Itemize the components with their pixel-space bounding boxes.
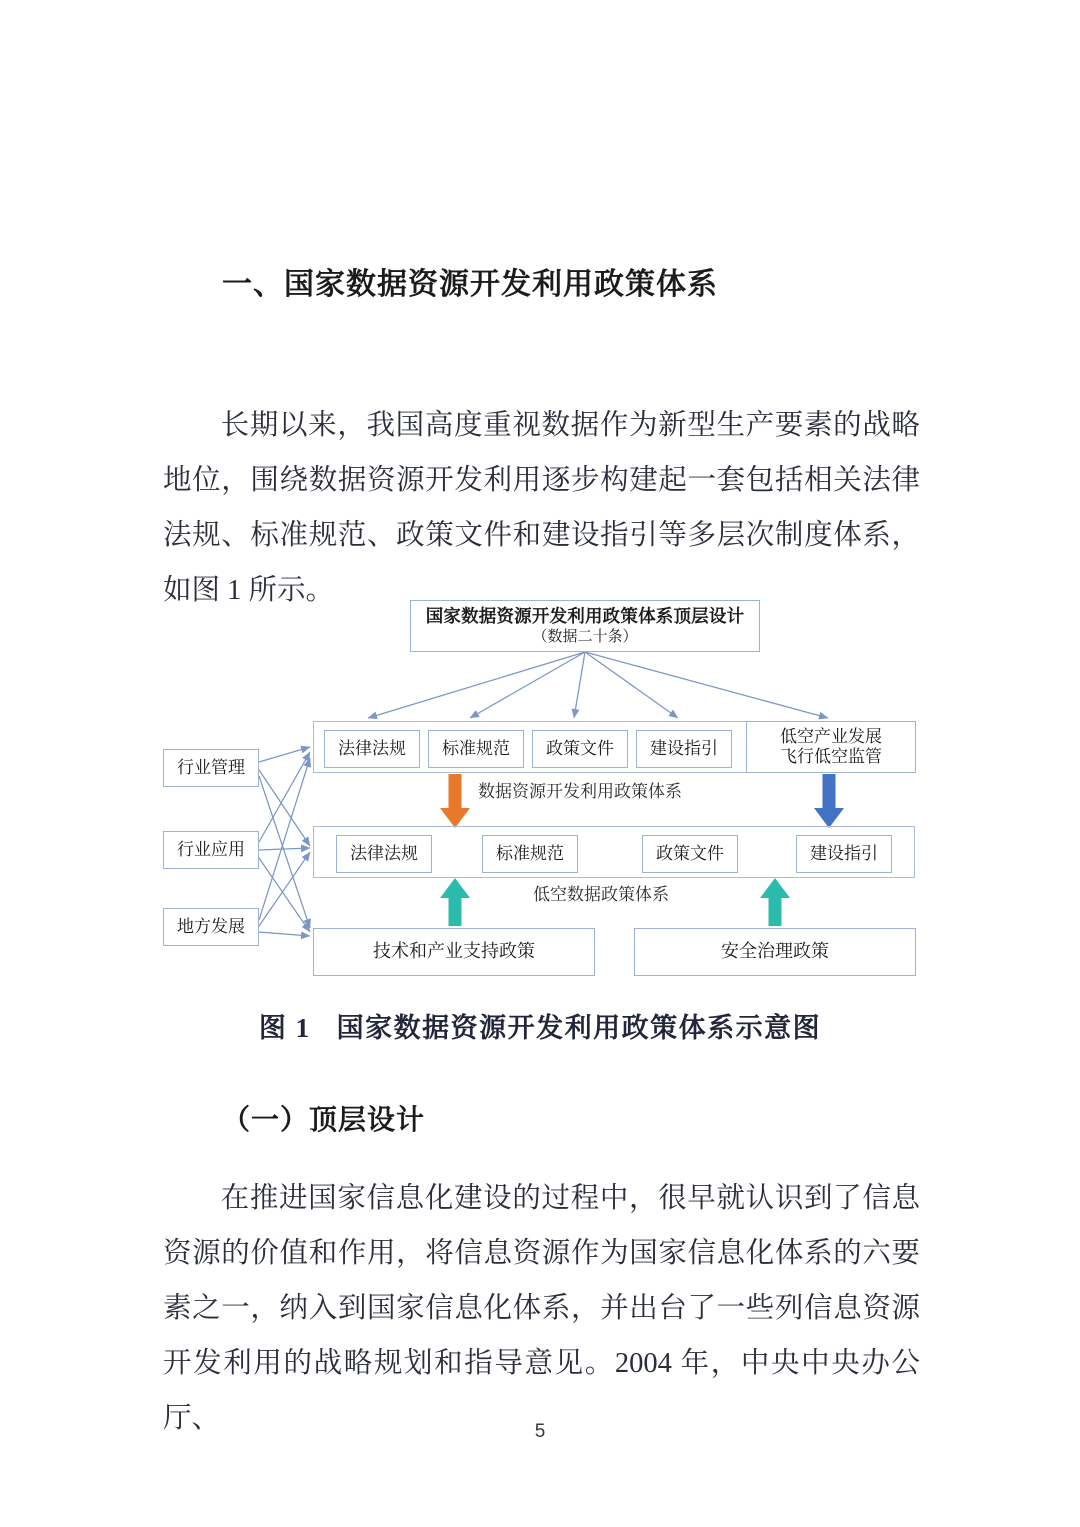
page-title: 一、国家数据资源开发利用政策体系 (222, 268, 718, 302)
low-altitude-industry-box (746, 721, 916, 773)
orange-down-arrow (440, 774, 470, 828)
figure-caption-label: 图 1 (258, 1013, 311, 1043)
right-box-line-2: 飞行低空监管 (780, 747, 882, 766)
top-box-subtitle: （数据二十条） (532, 627, 638, 645)
body-paragraph-2 (163, 1171, 920, 1446)
middle-chip-guidelines: 建设指引 (636, 730, 732, 768)
teal-up-arrow-right (760, 878, 790, 926)
lower-row-caption: 低空数据政策体系 (533, 885, 669, 904)
side-node-industry-management: 行业管理 (163, 749, 259, 787)
side-node-industry-application: 行业应用 (163, 831, 259, 869)
paragraph-1-text: 长期以来，我国高度重视数据作为新型生产要素的战略地位，围绕数据资源开发利用逐步构建起一套包括相关法律法规、标准规范、政策文件和建设指引等多层次制度体系，如图 1 所示。 (163, 409, 920, 606)
page-number: 5 (534, 1421, 546, 1442)
middle-row-container (313, 721, 748, 773)
figure-diagram (0, 580, 1080, 1000)
bottom-box-security-governance-policy: 安全治理政策 (634, 928, 916, 976)
side-node-local-development: 地方发展 (163, 908, 259, 946)
top-box-title: 国家数据资源开发利用政策体系顶层设计 (425, 606, 745, 627)
lower-chip-laws: 法律法规 (336, 835, 432, 873)
right-box-line-1: 低空产业发展 (780, 726, 882, 746)
middle-chip-laws: 法律法规 (324, 730, 420, 768)
diagram-top-box (410, 600, 760, 652)
middle-row-caption: 数据资源开发利用政策体系 (478, 782, 682, 801)
lower-chip-policy-docs: 政策文件 (642, 835, 738, 873)
lower-chip-guidelines: 建设指引 (796, 835, 892, 873)
paragraph-2-text: 在推进国家信息化建设的过程中，很早就认识到了信息资源的价值和作用，将信息资源作为国家信息化体系的六要素之一，纳入到国家信息化体系，并出台了一些列信息资源开发利用的战略规划和指导意见。2004 年，中央中央办公厅、 (163, 1182, 920, 1434)
figure-caption-text: 国家数据资源开发利用政策体系示意图 (336, 1013, 822, 1043)
middle-chip-standards: 标准规范 (428, 730, 524, 768)
middle-chip-policy-docs: 政策文件 (532, 730, 628, 768)
bottom-box-tech-industry-policy: 技术和产业支持政策 (313, 928, 595, 976)
lower-chip-standards: 标准规范 (482, 835, 578, 873)
figure-caption (0, 1006, 1080, 1045)
lower-row-container (313, 826, 915, 878)
teal-up-arrow-left (440, 878, 470, 926)
section-subheading: （一）顶层设计 (222, 1105, 426, 1137)
blue-down-arrow (814, 774, 844, 828)
